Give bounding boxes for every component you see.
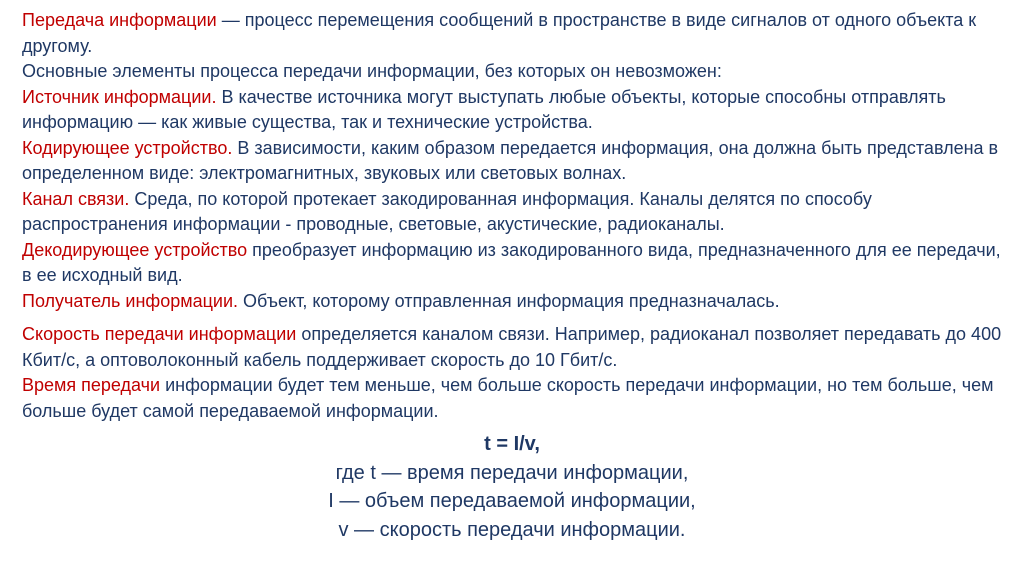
paragraph-text: Объект, которому отправленная информация предназначалась. — [238, 290, 780, 311]
paragraph-speed — [22, 322, 1012, 373]
paragraph-channel — [22, 187, 1012, 238]
term-channel: Канал связи. — [22, 188, 130, 209]
formula-legend-speed: v — скорость передачи информации. — [338, 518, 686, 541]
term-source: Источник информации. — [22, 86, 217, 107]
term-speed: Скорость передачи информации — [22, 324, 297, 344]
term-transfer: Передача информации — [22, 10, 217, 30]
paragraph-encoder — [22, 136, 1012, 187]
paragraph-source — [22, 85, 1012, 136]
paragraph-transfer-definition — [22, 8, 1012, 59]
paragraph-text: преобразует информацию из закодированного вида, предназначенного для ее передачи, в ее исходный вид. — [22, 239, 1001, 285]
spacer — [22, 314, 1012, 322]
term-decoder: Декодирующее устройство — [22, 239, 248, 260]
term-encoder: Кодирующее устройство. — [22, 137, 233, 158]
paragraph-receiver — [22, 289, 1012, 315]
paragraph-decoder — [22, 238, 1012, 289]
paragraph-text: информации будет тем меньше, чем больше скорость передачи информации, но тем больше, чем больше будет самой передаваемой информации. — [22, 375, 994, 421]
paragraph-text: определяется каналом связи. Например, радиоканал позволяет передавать до 400 Кбит/с, а оптоволоконный кабель поддерживает скорость до 10 Гбит/с. — [22, 324, 1002, 370]
formula-legend-volume: I — объем передаваемой информации, — [328, 490, 696, 512]
paragraph-elements-intro — [22, 59, 1012, 85]
paragraph-text: В зависимости, каким образом передается информация, она должна быть представлена в определенном виде: электромагнитных, звуковых или световых волнах. — [22, 137, 999, 183]
paragraph-text: — процесс перемещения сообщений в пространстве в виде сигналов от одного объекта к другому. — [22, 10, 977, 56]
formula-legend-time: где t — время передачи информации, — [335, 461, 689, 484]
body-text — [22, 8, 1012, 424]
paragraph-text: Основные элементы процесса передачи информации, без которых он невозможен: — [22, 61, 722, 81]
paragraph-text: В качестве источника могут выступать любые объекты, которые способны отправлять информацию — как живые существа, так и технические устройства. — [22, 86, 946, 132]
term-time: Время передачи — [22, 375, 161, 395]
paragraph-time — [22, 373, 1012, 424]
term-receiver: Получатель информации. — [22, 290, 239, 311]
formula-block — [0, 430, 1024, 544]
formula: t = I/v, — [484, 433, 540, 455]
paragraph-text: Среда, по которой протекает закодированная информация. Каналы делятся по способу распространения информации - проводные, световые, акустические, радиоканалы. — [22, 188, 872, 234]
